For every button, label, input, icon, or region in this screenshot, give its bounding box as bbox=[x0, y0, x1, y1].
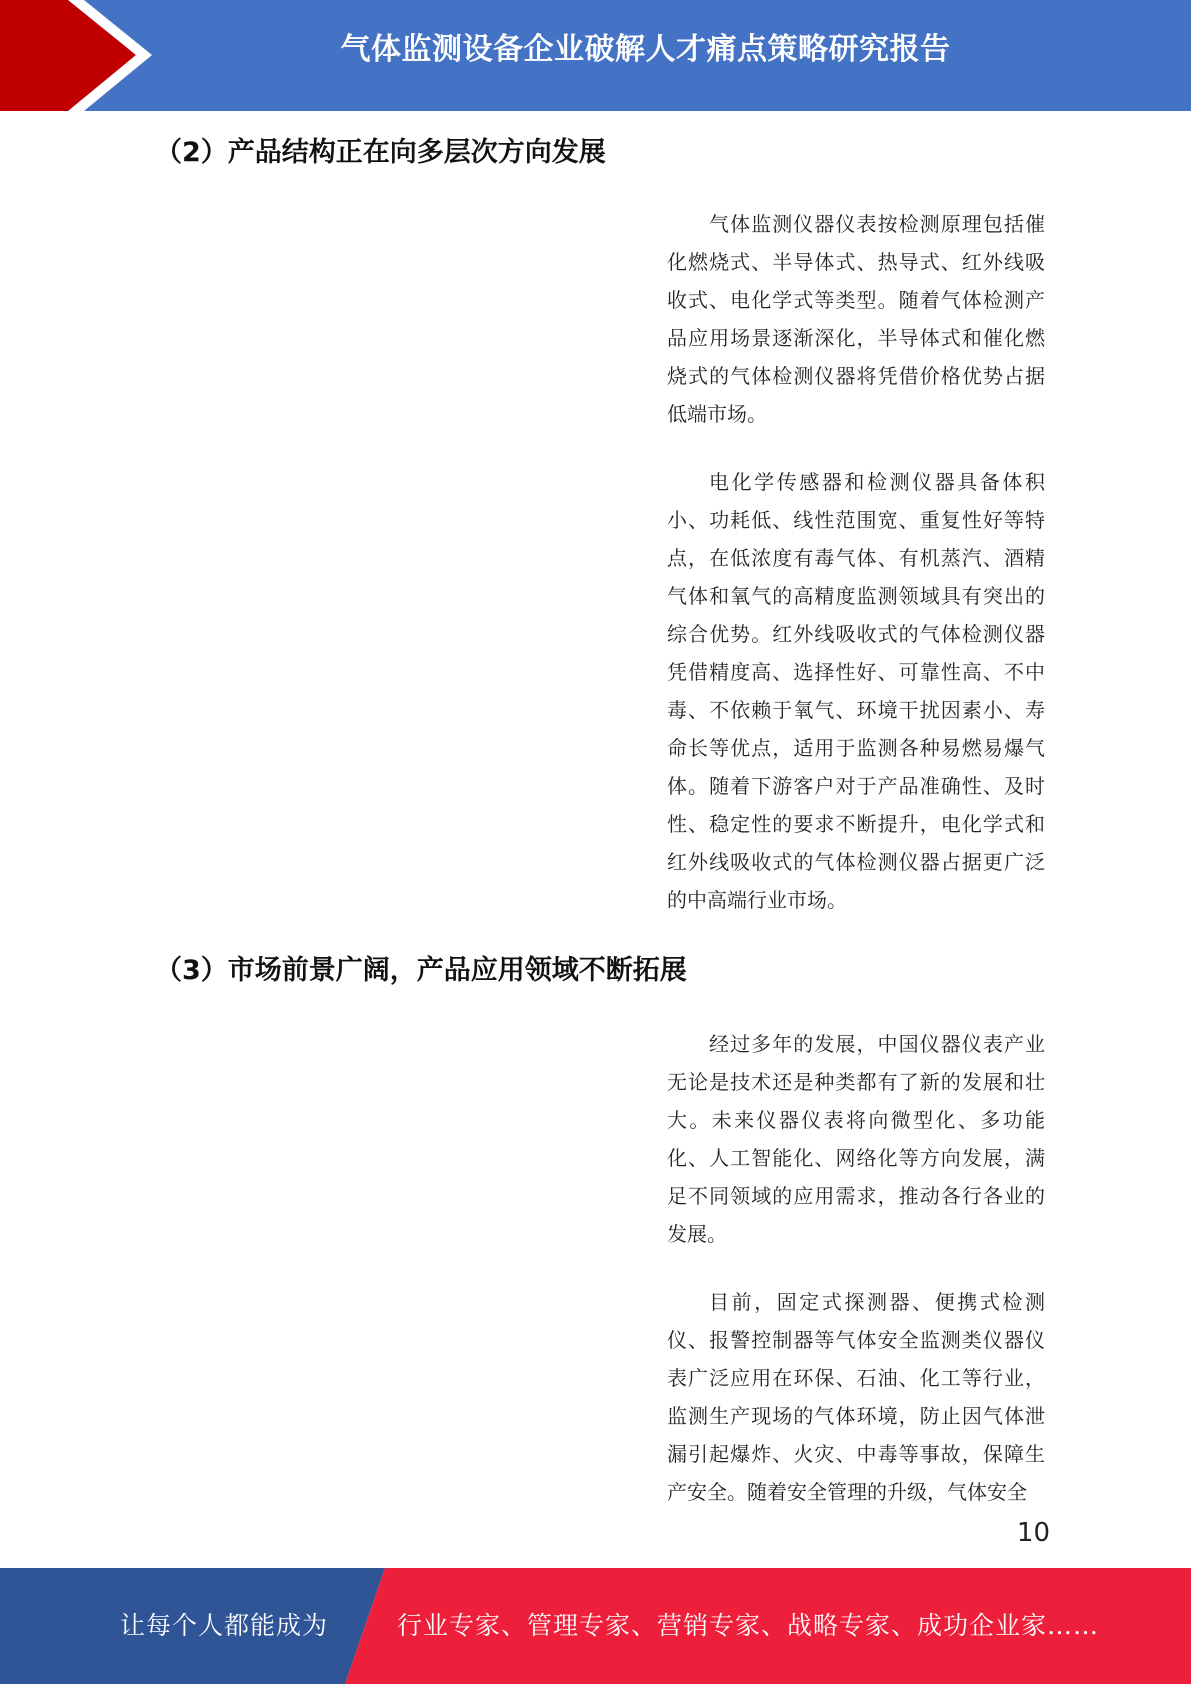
section-heading-market-outlook: （3）市场前景广阔，产品应用领域不断拓展 bbox=[155, 955, 687, 986]
red-chevron-decoration bbox=[0, 0, 160, 111]
section-heading-product-structure: （2）产品结构正在向多层次方向发展 bbox=[155, 137, 606, 168]
paragraph: 电化学传感器和检测仪器具备体积小、功耗低、线性范围宽、重复性好等特点，在低浓度有毒气体、有机蒸汽、酒精气体和氧气的高精度监测领域具有突出的综合优势。红外线吸收式的气体检测仪器凭借精度高、选择性好、可靠性高、不中毒、不依赖于氧气、环境干扰因素小、寿命长等优点，适用于监测各种易燃易爆气体。随着下游客户对于产品准确性、及时性、稳定性的要求不断提升，电化学式和红外线吸收式的气体检测仪器占据更广泛的中高端行业市场。 bbox=[667, 470, 1045, 912]
paragraph: 气体监测仪器仪表按检测原理包括催化燃烧式、半导体式、热导式、红外线吸收式、电化学式等类型。随着气体检测产品应用场景逐渐深化，半导体式和催化燃烧式的气体检测仪器将凭借价格优势占据低端市场。 bbox=[667, 212, 1045, 426]
paragraph: 经过多年的发展，中国仪器仪表产业无论是技术还是种类都有了新的发展和壮大。未来仪器仪表将向微型化、多功能化、人工智能化、网络化等方向发展，满足不同领域的应用需求，推动各行各业的发展。 bbox=[667, 1032, 1045, 1246]
paragraph: 目前，固定式探测器、便携式检测仪、报警控制器等气体安全监测类仪器仪表广泛应用在环保、石油、化工等行业，监测生产现场的气体环境，防止因气体泄漏引起爆炸、火灾、中毒等事故，保障生产安全。随着安全管理的升级，气体安全 bbox=[667, 1290, 1045, 1504]
report-title: 气体监测设备企业破解人才痛点策略研究报告 bbox=[340, 32, 951, 67]
page-footer-band bbox=[0, 1568, 1191, 1684]
page-number: 10 bbox=[1016, 1518, 1050, 1548]
page-header-band bbox=[0, 0, 1191, 111]
footer-slogan-right: 行业专家、管理专家、营销专家、战略专家、成功企业家…… bbox=[397, 1611, 1100, 1640]
footer-slogan-left: 让每个人都能成为 bbox=[120, 1611, 329, 1640]
